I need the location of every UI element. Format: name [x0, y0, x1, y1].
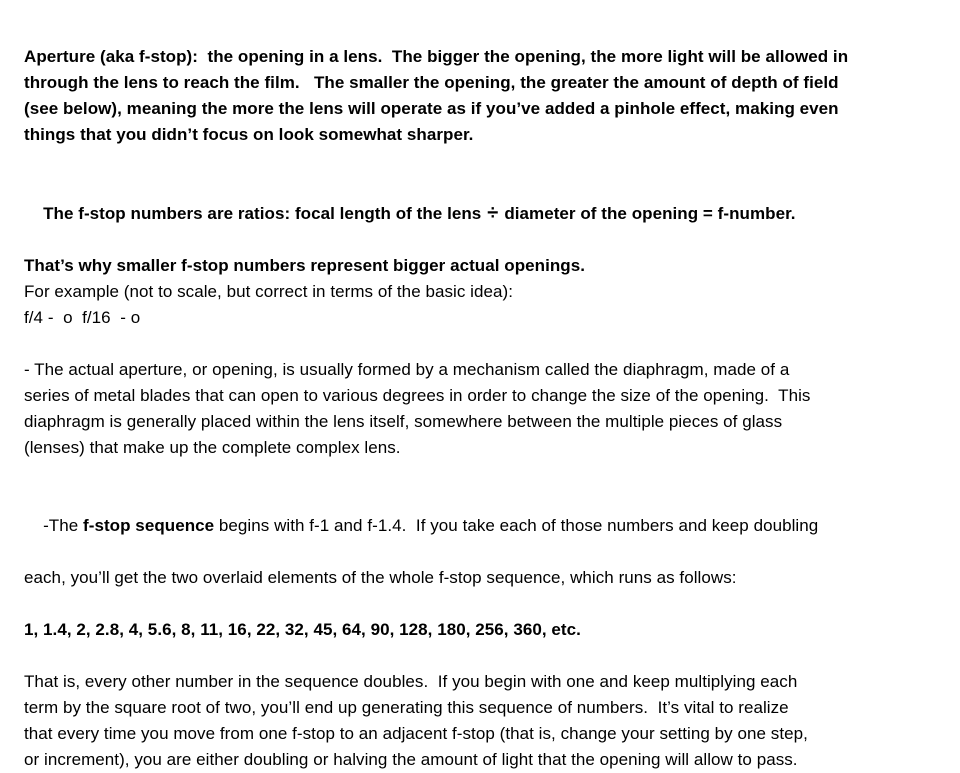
aperture-line-1: Aperture (aka f-stop): the opening in a lens. The bigger the opening, the more light will be allowed in — [24, 47, 849, 66]
spacer — [24, 331, 938, 357]
spacer — [24, 461, 938, 487]
aperture-line-2: through the lens to reach the film. The smaller the opening, the greater the amount of depth of field — [24, 73, 839, 92]
sequence-rest: begins with f-1 and f-1.4. If you take each of those numbers and keep doubling — [214, 516, 819, 535]
closing-line-2: term by the square root of two, you’ll end up generating this sequence of numbers. It’s vital to realize — [24, 698, 789, 717]
ratio-text-after: diameter of the opening = f-number. — [504, 204, 796, 223]
closing-line-4: or increment), you are either doubling or halving the amount of light that the opening will allow to pass. — [24, 750, 798, 769]
example-fstops: f/4 - o f/16 - o — [24, 308, 141, 327]
sequence-prefix: -The — [43, 516, 84, 535]
aperture-line-4: things that you didn’t focus on look somewhat sharper. — [24, 125, 474, 144]
ratio-text-before: The f-stop numbers are ratios: focal length of the lens — [43, 204, 482, 223]
example-intro: For example (not to scale, but correct in terms of the basic idea): — [24, 282, 514, 301]
aperture-line-3: (see below), meaning the more the lens will operate as if you’ve added a pinhole effect, making even — [24, 99, 839, 118]
diaphragm-line-4: (lenses) that make up the complete complex lens. — [24, 438, 401, 457]
sequence-line-2: each, you’ll get the two overlaid elements of the whole f-stop sequence, which runs as follows: — [24, 568, 737, 587]
spacer — [24, 148, 938, 174]
ratio-followup: That’s why smaller f-stop numbers represent bigger actual openings. — [24, 256, 586, 275]
fstop-sequence-numbers: 1, 1.4, 2, 2.8, 4, 5.6, 8, 11, 16, 22, 32, 45, 64, 90, 128, 180, 256, 360, etc. — [24, 620, 581, 639]
spacer — [24, 591, 938, 617]
fstop-sequence-term: f-stop sequence — [83, 516, 215, 535]
diaphragm-line-1: - The actual aperture, or opening, is usually formed by a mechanism called the diaphragm, made of a — [24, 360, 790, 379]
diaphragm-line-3: diaphragm is generally placed within the lens itself, somewhere between the multiple pieces of glass — [24, 412, 783, 431]
division-symbol: ÷ — [487, 202, 499, 224]
closing-line-1: That is, every other number in the sequence doubles. If you begin with one and keep multiplying each — [24, 672, 798, 691]
ratio-line — [24, 174, 938, 253]
diaphragm-line-2: series of metal blades that can open to various degrees in order to change the size of the opening. This — [24, 386, 811, 405]
sequence-line-1 — [24, 487, 938, 565]
closing-line-3: that every time you move from one f-stop to an adjacent f-stop (that is, change your setting by one step, — [24, 724, 808, 743]
spacer — [24, 643, 938, 669]
